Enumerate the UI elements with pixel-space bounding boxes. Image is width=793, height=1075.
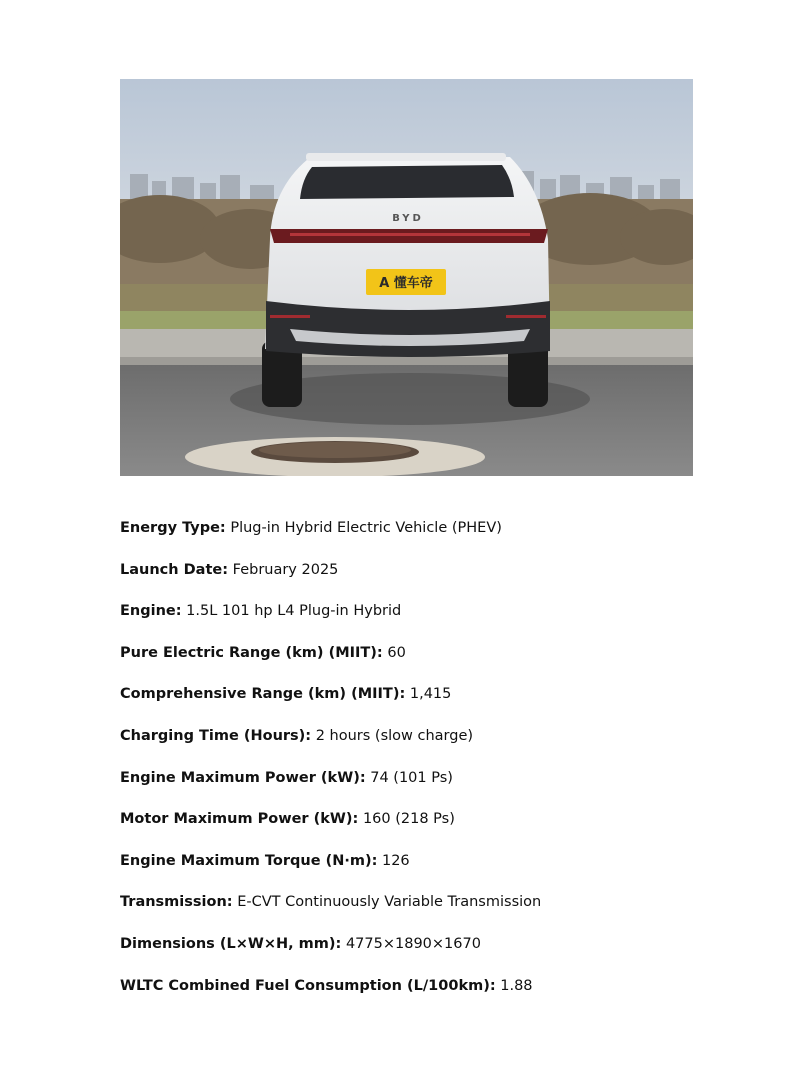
spec-value: E-CVT Continuously Variable Transmission: [237, 894, 542, 911]
spec-dimensions: [120, 933, 720, 975]
spec-value: 60: [387, 644, 406, 661]
spec-comprehensive-range: [120, 683, 720, 725]
spec-launch-date: [120, 559, 720, 601]
spec-list: [120, 517, 720, 1016]
brand-logo: BYD: [392, 213, 424, 224]
spec-label: Engine Maximum Torque (N·m):: [120, 852, 378, 869]
spec-value: Plug-in Hybrid Electric Vehicle (PHEV): [230, 520, 502, 536]
spec-value: 1.88: [500, 977, 533, 994]
spec-value: 2 hours (slow charge): [315, 727, 474, 744]
spec-label: WLTC Combined Fuel Consumption (L/100km):: [120, 977, 496, 994]
spec-value: 126: [381, 852, 410, 869]
spec-engine: [120, 600, 720, 642]
spec-label: Launch Date:: [120, 561, 229, 578]
spec-pure-electric-range: [120, 642, 720, 684]
spec-label: Motor Maximum Power (kW):: [120, 811, 359, 828]
spec-value: February 2025: [232, 561, 339, 578]
spec-label: Engine Maximum Power (kW):: [120, 769, 366, 786]
spec-label: Energy Type:: [120, 520, 226, 536]
spec-label: Transmission:: [120, 894, 233, 911]
spec-label: Dimensions (L×W×H, mm):: [120, 935, 342, 952]
spec-label: Pure Electric Range (km) (MIIT):: [120, 644, 383, 661]
spec-engine-max-power: [120, 767, 720, 809]
spec-label: Charging Time (Hours):: [120, 727, 312, 744]
spec-value: 4775×1890×1670: [345, 935, 481, 952]
spec-motor-max-power: [120, 808, 720, 850]
spec-transmission: [120, 891, 720, 933]
spec-wltc-fuel-consumption: [120, 975, 720, 1017]
car-rear-image: [120, 79, 693, 476]
spec-energy-type: [120, 517, 720, 559]
spec-engine-max-torque: [120, 850, 720, 892]
plate-text: A 懂车帝: [379, 276, 433, 291]
spec-label: Comprehensive Range (km) (MIIT):: [120, 686, 406, 703]
car-photo: [120, 79, 693, 476]
spec-value: 160 (218 Ps): [362, 811, 455, 828]
spec-label: Engine:: [120, 603, 182, 620]
spec-value: 74 (101 Ps): [370, 769, 453, 786]
spec-value: 1.5L 101 hp L4 Plug-in Hybrid: [186, 603, 402, 620]
spec-value: 1,415: [409, 686, 452, 703]
spec-charging-time: [120, 725, 720, 767]
